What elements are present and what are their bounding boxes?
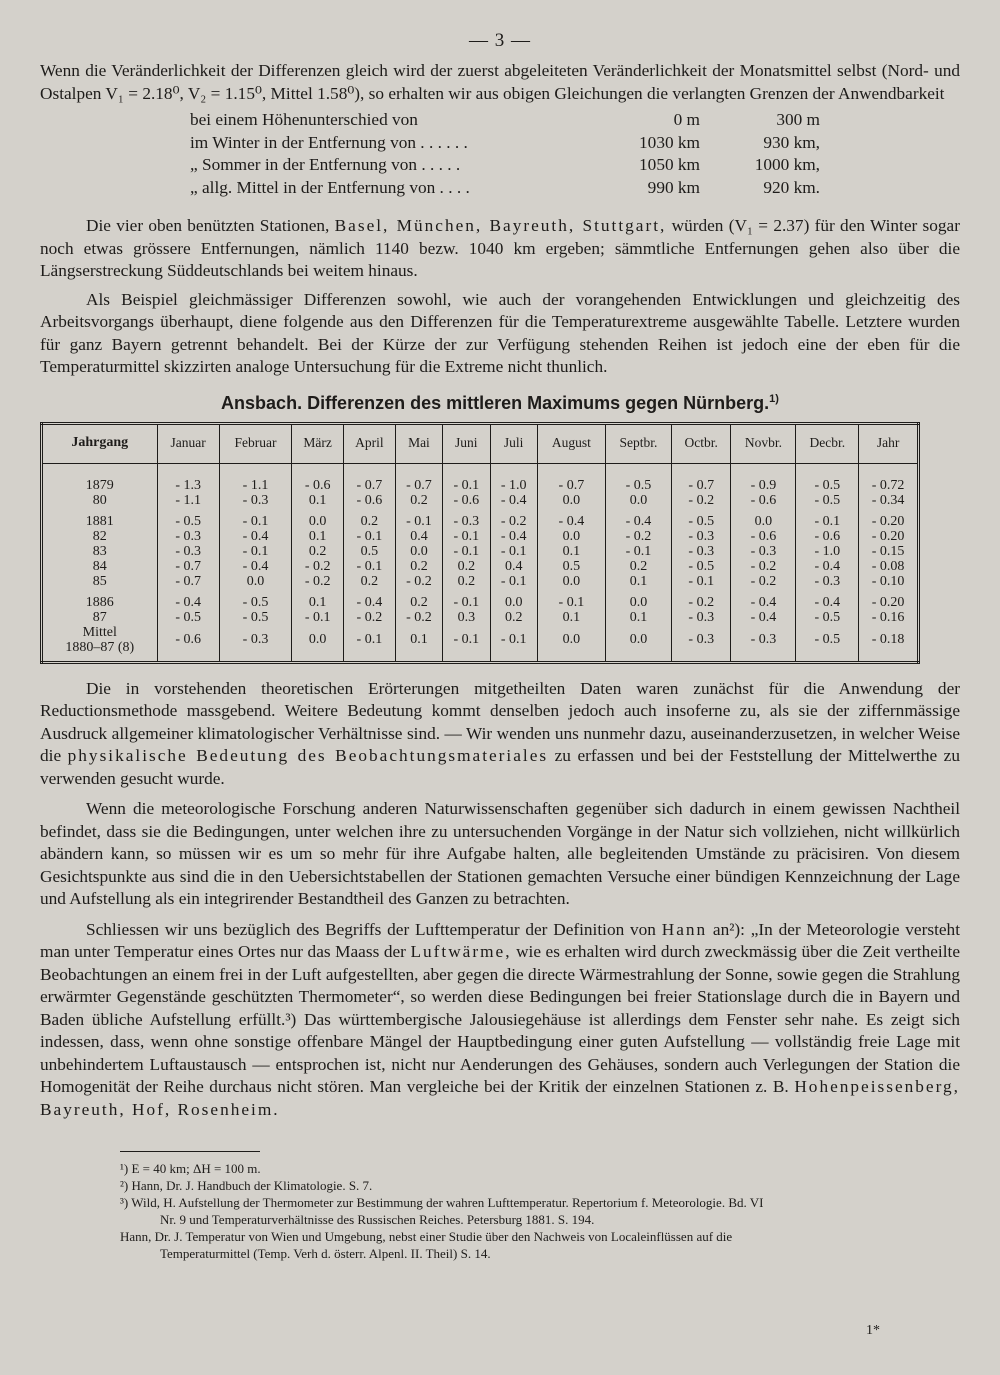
value-cell: - 0.2 [292,574,344,589]
year-cell: 84 [42,559,158,574]
value-cell: - 1.1 [157,493,219,508]
value-cell: 0.2 [443,559,490,574]
value-cell: - 0.7 [395,463,442,493]
value-cell: - 0.7 [157,574,219,589]
value-cell: - 1.1 [219,463,292,493]
value-cell: 0.0 [292,514,344,529]
paragraph-research: Wenn die meteorologische Forschung anderen Naturwissenschaften gegenüber sich dadurch in einem gewissen Nachtheil befindet, dass sie die Bedingungen, unter welchen ihre zu untersuchenden Vorgänge in der Natur sich vollziehen, nicht willkürlich abändern kann, so müssen wir es um so mehr für ihre Aufgabe halten, alle begleitenden Umstände zu präcisiren. Von diesem Gesichtspunkte aus sind die in den Uebersichtstabellen der Stationen gemachten Versuche einer bündigen Kennzeichnung der Lage und Aufstellung als ein integrirender Bestandtheil des Ganzen zu betrachten. [40,799,960,908]
column-header: August [537,423,605,463]
value-cell: - 0.1 [672,574,731,589]
year-cell: 1881 [42,514,158,529]
footnote: Temperaturmittel (Temp. Verh d. österr. Alpenl. II. Theil) S. 14. [160,1246,491,1261]
mean-value-cell: - 0.1 [490,625,537,663]
value-cell: - 0.15 [859,544,919,559]
value-cell: 0.2 [490,610,537,625]
column-header: Jahrgang [42,423,158,463]
footnote: ³) Wild, H. Aufstellung der Thermometer zur Bestimmung der wahren Lufttemperatur. Repertorium f. Meteorologie. Bd. VI [120,1195,764,1210]
column-header: Mai [395,423,442,463]
value-cell: - 0.3 [672,529,731,544]
column-header: Juni [443,423,490,463]
mean-value-cell: 0.1 [395,625,442,663]
value-cell: - 0.7 [537,463,605,493]
table-row [42,574,919,589]
value-cell: - 0.10 [859,574,919,589]
value-cell: - 0.4 [490,529,537,544]
value-cell: - 0.2 [490,514,537,529]
value-cell: 0.2 [292,544,344,559]
paragraph-text: würden (V₁ = 2.37) für den Winter sogar noch etwas grössere Entfernungen, nämlich 1140 bezw. 1040 km ergeben; sämmtliche Entfernungen gehen also über die Längserstreckung Süddeutschlands bei weitem hinaus. [40,216,960,280]
paragraph-stations [40,215,960,283]
value-cell: 0.2 [443,574,490,589]
limits-cell: „ Sommer in der Entfernung von . . . . . [190,155,461,174]
value-cell: - 0.2 [672,493,731,508]
value-cell: 0.0 [219,574,292,589]
value-cell: - 1.0 [796,544,859,559]
value-cell: - 0.2 [344,610,396,625]
table-row [42,514,919,529]
value-cell: - 0.3 [219,493,292,508]
value-cell: - 0.1 [395,514,442,529]
value-cell: - 0.3 [796,574,859,589]
value-cell: - 0.4 [796,559,859,574]
value-cell: 0.1 [605,610,671,625]
value-cell: - 0.4 [796,595,859,610]
mean-value-cell: - 0.3 [219,625,292,663]
footnote: Nr. 9 und Temperaturverhältnisse des Russischen Reiches. Petersburg 1881. S. 194. [160,1212,595,1227]
footnote: Hann, Dr. J. Temperatur von Wien und Umgebung, nebst einer Studie über den Nachweis von Localeinflüssen auf die [120,1229,733,1244]
limits-cell: 300 m [776,110,820,129]
year-cell: 85 [42,574,158,589]
limits-row [190,109,820,132]
value-cell: - 0.4 [219,529,292,544]
value-cell: 0.2 [395,595,442,610]
year-cell: 1879 [42,463,158,493]
signature-mark: 1* [866,1323,880,1338]
value-cell: - 0.2 [605,529,671,544]
year-cell: 83 [42,544,158,559]
value-cell: - 0.6 [731,493,796,508]
value-cell: - 0.5 [219,610,292,625]
table-title-text: Ansbach. Differenzen des mittleren Maximums gegen Nürnberg. [221,392,770,413]
table-row [42,544,919,559]
value-cell: 0.0 [537,574,605,589]
value-cell: - 0.4 [605,514,671,529]
limits-cell: 920 km. [763,177,820,197]
limits-cell: „ allg. Mittel in der Entfernung von . . . . [190,177,470,197]
value-cell: 0.0 [537,529,605,544]
limits-cell: 1030 km [639,132,700,152]
table-row [42,559,919,574]
value-cell: 0.0 [395,544,442,559]
value-cell: - 0.2 [395,610,442,625]
mean-value-cell: 0.0 [537,625,605,663]
value-cell: - 0.3 [443,514,490,529]
value-cell: - 0.08 [859,559,919,574]
value-cell: - 0.1 [443,544,490,559]
value-cell: - 0.1 [292,610,344,625]
mean-value-cell: - 0.6 [157,625,219,663]
table-title [40,393,960,414]
value-cell: - 0.1 [443,463,490,493]
value-cell: - 0.6 [292,463,344,493]
mean-value-cell: - 0.1 [443,625,490,663]
footnotes [40,1160,960,1262]
mean-value-cell: 0.0 [605,625,671,663]
value-cell: - 0.6 [443,493,490,508]
mean-value-cell: - 0.18 [859,625,919,663]
station-names: Hohenpeissenberg, Bayreuth, Hof, Rosenheim. [40,1077,960,1119]
value-cell: - 0.1 [219,544,292,559]
value-cell: 0.4 [395,529,442,544]
value-cell: - 0.6 [344,493,396,508]
value-cell: - 0.1 [443,595,490,610]
value-cell: - 0.6 [731,529,796,544]
value-cell: - 0.3 [672,544,731,559]
value-cell: - 0.5 [157,610,219,625]
paragraph-text: Schliessen wir uns bezüglich des Begriffs der Lufttemperatur der Definition von [86,919,662,939]
value-cell: - 0.9 [731,463,796,493]
value-cell: - 0.4 [157,595,219,610]
value-cell: - 1.0 [490,463,537,493]
value-cell: - 0.2 [731,574,796,589]
value-cell: - 0.1 [443,529,490,544]
limits-table [190,109,820,199]
value-cell: 0.2 [344,514,396,529]
column-header: Januar [157,423,219,463]
value-cell: 0.0 [605,595,671,610]
value-cell: - 0.4 [731,610,796,625]
mean-label-line: 1880–87 (8) [65,639,135,655]
value-cell: 0.1 [537,544,605,559]
value-cell: - 0.6 [796,529,859,544]
year-cell: 80 [42,493,158,508]
paragraph-example: Als Beispiel gleichmässiger Differenzen sowohl, wie auch der vorangehenden Entwicklungen und gleichzeitig des Arbeitsvorgangs überhaupt, diene folgende aus den Differenzen für die Temperaturextreme ausgewählte Tabelle. Letztere wurden für ganz Bayern getrennt behandelt. Bei der Kürze der zur Verfügung stehenden Reihen ist jedoch eine der eben für die Temperaturmittel skizzirten analoge Untersuchung für die Extreme nicht thunlich. [40,289,960,376]
value-cell: 0.0 [605,493,671,508]
limits-row [190,132,820,155]
mean-value-cell: - 0.1 [344,625,396,663]
value-cell: - 0.20 [859,529,919,544]
value-cell: - 0.1 [219,514,292,529]
value-cell: - 0.72 [859,463,919,493]
paragraph-text: Die vier oben benützten Stationen, [86,216,335,235]
column-header: Novbr. [731,423,796,463]
limits-cell: bei einem Höhenunterschied von [190,110,418,129]
column-header: Jahr [859,423,919,463]
value-cell: 0.0 [731,514,796,529]
table-row [42,595,919,610]
year-cell: 87 [42,610,158,625]
value-cell: - 0.5 [605,463,671,493]
value-cell: - 0.5 [219,595,292,610]
value-cell: 0.3 [443,610,490,625]
value-cell: - 0.4 [731,595,796,610]
value-cell: 0.1 [292,493,344,508]
table-header-row [42,423,919,463]
limits-cell: 1000 km, [754,155,820,174]
value-cell: - 0.1 [537,595,605,610]
mean-value-cell: - 0.3 [731,625,796,663]
value-cell: 0.1 [537,610,605,625]
value-cell: - 0.1 [490,574,537,589]
value-cell: - 0.3 [157,544,219,559]
paragraph-text: an²): „In der Meteorologie versteht man unter Temperatur eines Ortes nur das Maass der [40,919,960,961]
value-cell: 0.5 [537,559,605,574]
value-cell: 0.0 [537,493,605,508]
value-cell: - 0.2 [672,595,731,610]
column-header: April [344,423,396,463]
value-cell: - 0.34 [859,493,919,508]
value-cell: - 0.5 [157,514,219,529]
table-row [42,529,919,544]
value-cell: 0.2 [395,559,442,574]
mean-label-line: Mittel [82,624,117,640]
table-row [42,610,919,625]
value-cell: - 1.3 [157,463,219,493]
value-cell: - 0.2 [731,559,796,574]
paragraph-text: wie es erhalten wird durch zweckmässig über die Zeit vertheilte Beobachtungen an einem frei in der Luft aufgestellten, aber gegen die directe Wärmestrahlung der Sonne, sowie gegen die Strahlung erwärmter Gegenstände geschützten Thermometer“, so werden diese Bedingungen bei freier Stationslage durch die in Bayern und Baden übliche Aufstellung erfüllt.³) Das württembergische Jalousiegehäuse ist allerdings dem Fenster sehr nahe. Es zeigt sich indessen, dass, wenn ohne sonstige offenbare Mängel der Hauptbedingung einer guten Aufstellung — vollständig freie Lage mit unbehindertem Luftaustausch — entsprochen ist, nicht nur Aenderungen des Gehäuses, sondern auch Verlegungen der Station die Homogenität der Reihe durchaus nicht stören. Man vergleiche bei der Kritik der einzelnen Stationen z. B. [40,942,960,1096]
value-cell: - 0.7 [344,463,396,493]
limits-cell: 1050 km [639,155,700,174]
column-header: Februar [219,423,292,463]
mean-value-cell: - 0.3 [672,625,731,663]
value-cell: - 0.5 [796,493,859,508]
value-cell: - 0.5 [796,610,859,625]
value-cell: - 0.4 [490,493,537,508]
paragraph-definition [40,919,960,1122]
value-cell: - 0.1 [344,559,396,574]
paragraph-reduction [40,678,960,791]
limits-cell: 930 km, [763,132,820,152]
limits-cell: im Winter in der Entfernung von . . . . . . [190,132,468,152]
mean-row [42,625,919,663]
value-cell: - 0.2 [292,559,344,574]
value-cell: 0.2 [605,559,671,574]
intro-paragraph: Wenn die Veränderlichkeit der Differenzen gleich wird der zuerst abgeleiteten Veränderlichkeit der Monatsmittel selbst (Nord- und Ostalpen V₁ = 2.18⁰, V₂ = 1.15⁰, Mittel 1.58⁰), so erhalten wir aus obigen Gleichungen die verlangten Grenzen der Anwendbarkeit [40,61,960,103]
limits-row [190,177,820,200]
mean-label [42,625,158,663]
value-cell: - 0.1 [796,514,859,529]
column-header: Juli [490,423,537,463]
value-cell: 0.1 [292,529,344,544]
table-row [42,463,919,493]
paragraph-text: Die in vorstehenden theoretischen Erörterungen mitgetheilten Daten waren zunächst für die Anwendung der Reductionsmethode massgebend. Weitere Bedeutung kommt denselben jedoch auch insoferne zu, als sie der ziffernmässige Ausdruck allgemeiner klimatologischer Verhältnisse sind. — Wir wenden uns nunmehr dazu, auseinanderzusetzen, in welcher Weise die [40,678,960,765]
value-cell: - 0.1 [490,544,537,559]
value-cell: 0.0 [490,595,537,610]
column-header: Octbr. [672,423,731,463]
value-cell: 0.1 [605,574,671,589]
mean-value-cell: 0.0 [292,625,344,663]
limits-cell: 0 m [673,110,700,129]
author-name: Hann [661,919,708,939]
table-row [42,493,919,508]
column-header: Septbr. [605,423,671,463]
value-cell: - 0.7 [157,559,219,574]
value-cell: - 0.5 [672,514,731,529]
station-names: Basel, München, Bayreuth, Stuttgart, [334,216,667,235]
emphasis-text: Luftwärme, [410,942,512,961]
value-cell: - 0.2 [395,574,442,589]
value-cell: - 0.1 [344,529,396,544]
mean-value-cell: - 0.5 [796,625,859,663]
page-number: — 3 — [469,30,531,51]
emphasis-text: physikalische Bedeutung des Beobachtungsmateriales [67,746,549,765]
data-table [40,422,920,664]
column-header: März [292,423,344,463]
value-cell: - 0.16 [859,610,919,625]
value-cell: - 0.20 [859,514,919,529]
value-cell: 0.1 [292,595,344,610]
paragraph-text: zu erfassen und bei der Feststellung der Mittelwerthe zu verwenden gesucht wurde. [40,746,960,788]
year-cell: 1886 [42,595,158,610]
year-cell: 82 [42,529,158,544]
value-cell: - 0.4 [537,514,605,529]
footnote: ²) Hann, Dr. J. Handbuch der Klimatologie. S. 7. [120,1178,373,1193]
value-cell: - 0.3 [731,544,796,559]
footnote-ref: 1) [769,392,779,405]
limits-cell: 990 km [647,177,700,197]
column-header: Decbr. [796,423,859,463]
footnote: ¹) E = 40 km; ΔH = 100 m. [120,1161,261,1176]
value-cell: 0.5 [344,544,396,559]
value-cell: - 0.4 [344,595,396,610]
value-cell: - 0.5 [672,559,731,574]
value-cell: - 0.20 [859,595,919,610]
footnote-divider [120,1151,260,1152]
value-cell: 0.2 [344,574,396,589]
value-cell: - 0.5 [796,463,859,493]
value-cell: - 0.3 [157,529,219,544]
value-cell: 0.4 [490,559,537,574]
value-cell: - 0.1 [605,544,671,559]
value-cell: - 0.3 [672,610,731,625]
value-cell: - 0.7 [672,463,731,493]
limits-row [190,154,820,177]
value-cell: - 0.4 [219,559,292,574]
value-cell: 0.2 [395,493,442,508]
